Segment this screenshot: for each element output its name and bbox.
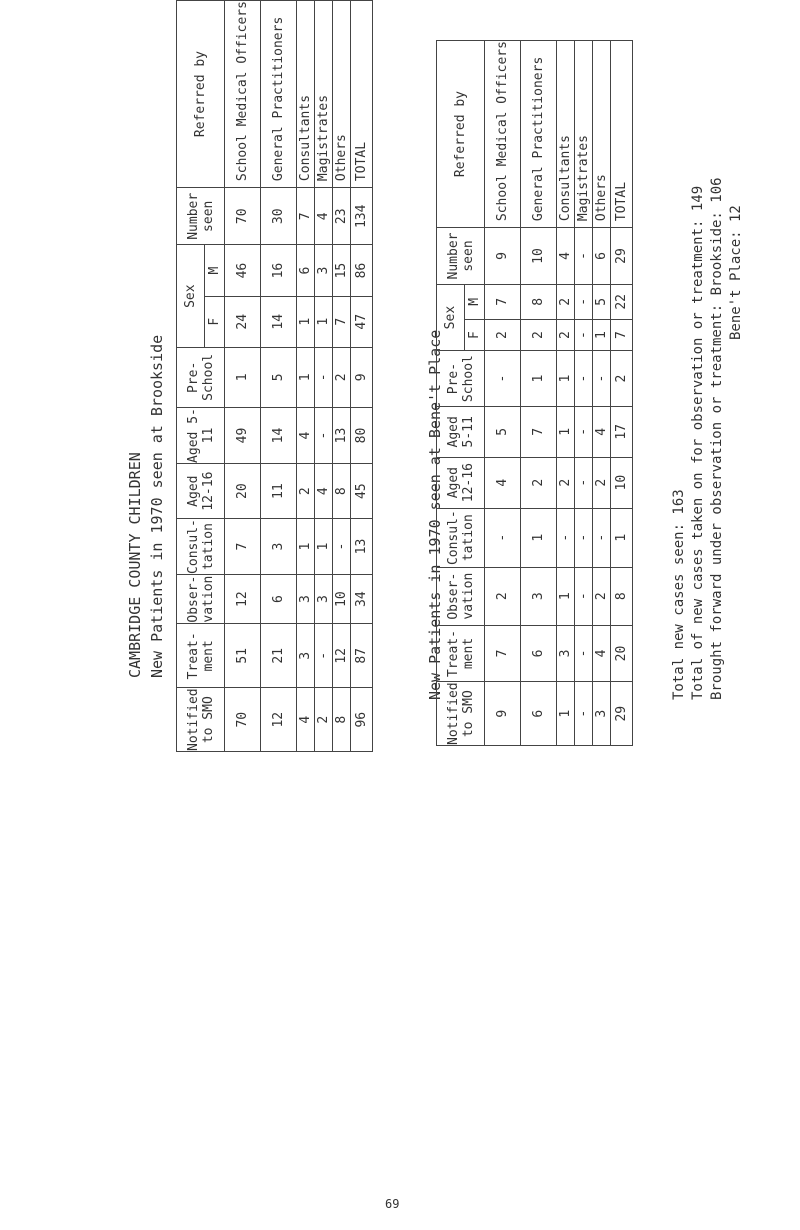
header-consultation: Consul- tation (177, 519, 225, 575)
cell-aged-5-11: 5 (485, 406, 521, 457)
cell-f: 14 (261, 296, 297, 347)
cell-aged-12-16: 4 (485, 457, 521, 508)
cell-m: 86 (351, 245, 373, 296)
header-aged-5-11: Aged 5-11 (437, 406, 485, 457)
cell-aged-5-11: 1 (557, 406, 575, 457)
cell-m: 7 (485, 284, 521, 319)
cell-number-seen: 10 (521, 228, 557, 285)
cell-aged-5-11: 49 (225, 407, 261, 463)
page-subtitle-bene-place: New Patients in 1970 seen at Bene't Place (426, 329, 444, 700)
cell-f: 1 (315, 296, 333, 347)
header-sex-f: F (205, 296, 225, 347)
cell-m: 2 (557, 284, 575, 319)
cell-observation: 6 (261, 574, 297, 623)
cell-m: 46 (225, 245, 261, 296)
header-observation: Obser- vation (437, 567, 485, 625)
page-number: 69 (385, 1197, 400, 1211)
cell-pre-school: 1 (297, 347, 315, 407)
table-row (485, 41, 521, 746)
cell-number-seen: - (575, 228, 593, 285)
cell-aged-12-16: 8 (333, 464, 351, 519)
header-observation: Obser- vation (177, 574, 225, 623)
header-sex-m: M (205, 245, 225, 296)
cell-m: 6 (297, 245, 315, 296)
header-sex-f: F (465, 319, 485, 350)
cell-aged-5-11: 17 (611, 406, 633, 457)
cell-aged-12-16: 45 (351, 464, 373, 519)
cell-consultation: - (485, 508, 521, 567)
cell-aged-12-16: 2 (557, 457, 575, 508)
cell-consultation: 1 (297, 519, 315, 575)
cell-number-seen: 9 (485, 228, 521, 285)
cell-treatment: 20 (611, 625, 633, 682)
cell-number-seen: 7 (297, 188, 315, 245)
cell-notified: 9 (485, 682, 521, 746)
header-number-seen: Number seen (177, 188, 225, 245)
cell-pre-school: - (593, 351, 611, 407)
header-sex-m: M (465, 284, 485, 319)
row-label: Consultants (557, 41, 575, 228)
header-treatment: Treat- ment (437, 625, 485, 682)
cell-treatment: - (575, 625, 593, 682)
header-number-seen: Number seen (437, 228, 485, 285)
cell-f: 7 (611, 319, 633, 350)
cell-observation: - (575, 567, 593, 625)
cell-observation: 3 (297, 574, 315, 623)
cell-observation: 10 (333, 574, 351, 623)
cell-number-seen: 4 (557, 228, 575, 285)
cell-aged-5-11: 80 (351, 407, 373, 463)
cell-consultation: 1 (521, 508, 557, 567)
cell-observation: 8 (611, 567, 633, 625)
cell-m: - (575, 284, 593, 319)
row-label: Magistrates (575, 41, 593, 228)
table-row (333, 1, 351, 752)
cell-f: 2 (521, 319, 557, 350)
table-row (521, 41, 557, 746)
cell-treatment: - (315, 624, 333, 688)
row-label: TOTAL (351, 1, 373, 188)
table-row (261, 1, 297, 752)
header-aged-12-16: Aged 12-16 (437, 457, 485, 508)
cell-aged-12-16: 2 (593, 457, 611, 508)
cell-consultation: - (593, 508, 611, 567)
cell-aged-12-16: 10 (611, 457, 633, 508)
cell-notified: 8 (333, 688, 351, 752)
cell-pre-school: 2 (333, 347, 351, 407)
cell-number-seen: 4 (315, 188, 333, 245)
row-label: Others (593, 41, 611, 228)
cell-treatment: 87 (351, 624, 373, 688)
cell-aged-5-11: 4 (297, 407, 315, 463)
cell-notified: - (575, 682, 593, 746)
cell-f: 2 (557, 319, 575, 350)
bene-place-table (436, 40, 633, 746)
row-label: Consultants (297, 1, 315, 188)
page-subtitle-brookside: New Patients in 1970 seen at Brookside (148, 334, 166, 678)
row-label: TOTAL (611, 41, 633, 228)
table-row (575, 41, 593, 746)
cell-f: 1 (593, 319, 611, 350)
header-pre-school: Pre- School (437, 351, 485, 407)
header-notified: Notified to SMO (437, 682, 485, 746)
cell-number-seen: 70 (225, 188, 261, 245)
cell-f: - (575, 319, 593, 350)
cell-observation: 2 (485, 567, 521, 625)
cell-pre-school: 1 (521, 351, 557, 407)
cell-treatment: 4 (593, 625, 611, 682)
cell-treatment: 3 (297, 624, 315, 688)
cell-notified: 3 (593, 682, 611, 746)
header-pre-school: Pre- School (177, 347, 225, 407)
cell-observation: 12 (225, 574, 261, 623)
cell-consultation: - (575, 508, 593, 567)
cell-notified: 12 (261, 688, 297, 752)
cell-notified: 70 (225, 688, 261, 752)
cell-notified: 96 (351, 688, 373, 752)
row-label: General Practitioners (521, 41, 557, 228)
cell-f: 47 (351, 296, 373, 347)
cell-pre-school: 1 (225, 347, 261, 407)
cell-pre-school: 2 (611, 351, 633, 407)
cell-pre-school: - (575, 351, 593, 407)
table-row (315, 1, 333, 752)
cell-consultation: 3 (261, 519, 297, 575)
cell-m: 16 (261, 245, 297, 296)
cell-consultation: 13 (351, 519, 373, 575)
cell-aged-5-11: 14 (261, 407, 297, 463)
cell-observation: 3 (315, 574, 333, 623)
cell-aged-5-11: 13 (333, 407, 351, 463)
header-sex: Sex (177, 245, 205, 347)
cell-m: 15 (333, 245, 351, 296)
header-referred-by: Referred by (177, 1, 225, 188)
cell-notified: 29 (611, 682, 633, 746)
total-row (611, 41, 633, 746)
cell-consultation: 7 (225, 519, 261, 575)
summary-bene-place-forward: Bene't Place: 12 (728, 205, 744, 340)
header-sex: Sex (437, 284, 465, 350)
table-row (225, 1, 261, 752)
summary-brought-forward: Brought forward under observation or treatment: Brookside: 106 (709, 177, 725, 700)
cell-m: 5 (593, 284, 611, 319)
cell-notified: 6 (521, 682, 557, 746)
table-row (593, 41, 611, 746)
cell-aged-5-11: 7 (521, 406, 557, 457)
cell-observation: 2 (593, 567, 611, 625)
cell-consultation: 1 (315, 519, 333, 575)
cell-pre-school: 1 (557, 351, 575, 407)
cell-f: 24 (225, 296, 261, 347)
cell-number-seen: 134 (351, 188, 373, 245)
cell-aged-5-11: 4 (593, 406, 611, 457)
cell-f: 7 (333, 296, 351, 347)
page-title: CAMBRIDGE COUNTY CHILDREN (126, 452, 144, 678)
cell-pre-school: - (485, 351, 521, 407)
header-notified: Notified to SMO (177, 688, 225, 752)
cell-aged-12-16: - (575, 457, 593, 508)
cell-observation: 3 (521, 567, 557, 625)
cell-aged-5-11: - (315, 407, 333, 463)
header-aged-12-16: Aged 12-16 (177, 464, 225, 519)
cell-m: 8 (521, 284, 557, 319)
cell-pre-school: - (315, 347, 333, 407)
cell-notified: 1 (557, 682, 575, 746)
cell-pre-school: 9 (351, 347, 373, 407)
cell-number-seen: 29 (611, 228, 633, 285)
row-label: Magistrates (315, 1, 333, 188)
total-row (351, 1, 373, 752)
summary-total-seen: Total new cases seen: 163 (671, 489, 687, 700)
header-referred-by: Referred by (437, 41, 485, 228)
cell-m: 3 (315, 245, 333, 296)
cell-treatment: 12 (333, 624, 351, 688)
cell-observation: 34 (351, 574, 373, 623)
table-row (557, 41, 575, 746)
cell-f: 1 (297, 296, 315, 347)
cell-treatment: 6 (521, 625, 557, 682)
cell-number-seen: 30 (261, 188, 297, 245)
cell-observation: 1 (557, 567, 575, 625)
cell-aged-5-11: - (575, 406, 593, 457)
row-label: Others (333, 1, 351, 188)
cell-aged-12-16: 11 (261, 464, 297, 519)
cell-treatment: 7 (485, 625, 521, 682)
cell-aged-12-16: 2 (297, 464, 315, 519)
cell-consultation: - (557, 508, 575, 567)
cell-number-seen: 6 (593, 228, 611, 285)
cell-treatment: 3 (557, 625, 575, 682)
header-aged-5-11: Aged 5-11 (177, 407, 225, 463)
cell-m: 22 (611, 284, 633, 319)
cell-aged-12-16: 20 (225, 464, 261, 519)
cell-number-seen: 23 (333, 188, 351, 245)
header-treatment: Treat- ment (177, 624, 225, 688)
row-label: General Practitioners (261, 1, 297, 188)
brookside-table (176, 0, 373, 752)
cell-notified: 4 (297, 688, 315, 752)
cell-consultation: 1 (611, 508, 633, 567)
cell-aged-12-16: 2 (521, 457, 557, 508)
cell-treatment: 21 (261, 624, 297, 688)
cell-notified: 2 (315, 688, 333, 752)
cell-aged-12-16: 4 (315, 464, 333, 519)
cell-pre-school: 5 (261, 347, 297, 407)
header-consultation: Consul- tation (437, 508, 485, 567)
row-label: School Medical Officers (225, 1, 261, 188)
row-label: School Medical Officers (485, 41, 521, 228)
cell-treatment: 51 (225, 624, 261, 688)
table-row (297, 1, 315, 752)
cell-consultation: - (333, 519, 351, 575)
cell-f: 2 (485, 319, 521, 350)
summary-total-taken-on: Total of new cases taken on for observation or treatment: 149 (690, 185, 706, 700)
